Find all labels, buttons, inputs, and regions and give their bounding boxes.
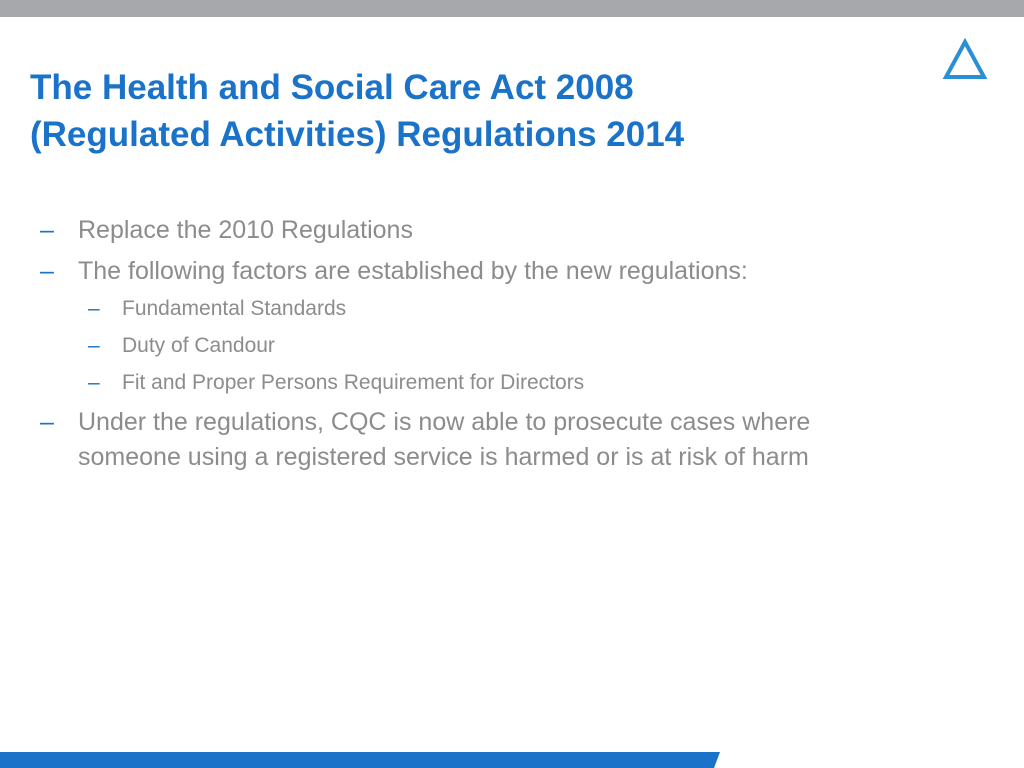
bullet-continuation [78,440,809,474]
bullet-marker: – [40,257,54,285]
bullet-text: Fundamental Standards [122,297,347,320]
bullet-marker: – [88,297,100,320]
bullet-text: Duty of Candour [122,334,275,357]
bullet-text: someone using a registered service is harmed or is at risk of harm [78,443,809,471]
sub-bullet-item [88,368,585,398]
bullet-marker: – [40,408,54,436]
bullet-text: Under the regulations, CQC is now able to prosecute cases where [78,408,811,436]
bottom-accent-stripe [0,752,1024,768]
bullet-item [40,405,811,439]
bullet-marker: – [88,334,100,357]
bullet-marker: – [40,216,54,244]
bullet-item [40,254,748,288]
bullet-text: Replace the 2010 Regulations [78,216,413,244]
slide-title-line-1: The Health and Social Care Act 2008 [30,68,634,107]
slide-title-line-2: (Regulated Activities) Regulations 2014 [30,115,685,154]
bullet-text: Fit and Proper Persons Requirement for Directors [122,371,585,394]
bullet-marker: – [88,371,100,394]
bullet-text: The following factors are established by the new regulations: [78,257,748,285]
bullet-item [40,213,413,247]
sub-bullet-item [88,331,275,361]
sub-bullet-item [88,294,347,324]
